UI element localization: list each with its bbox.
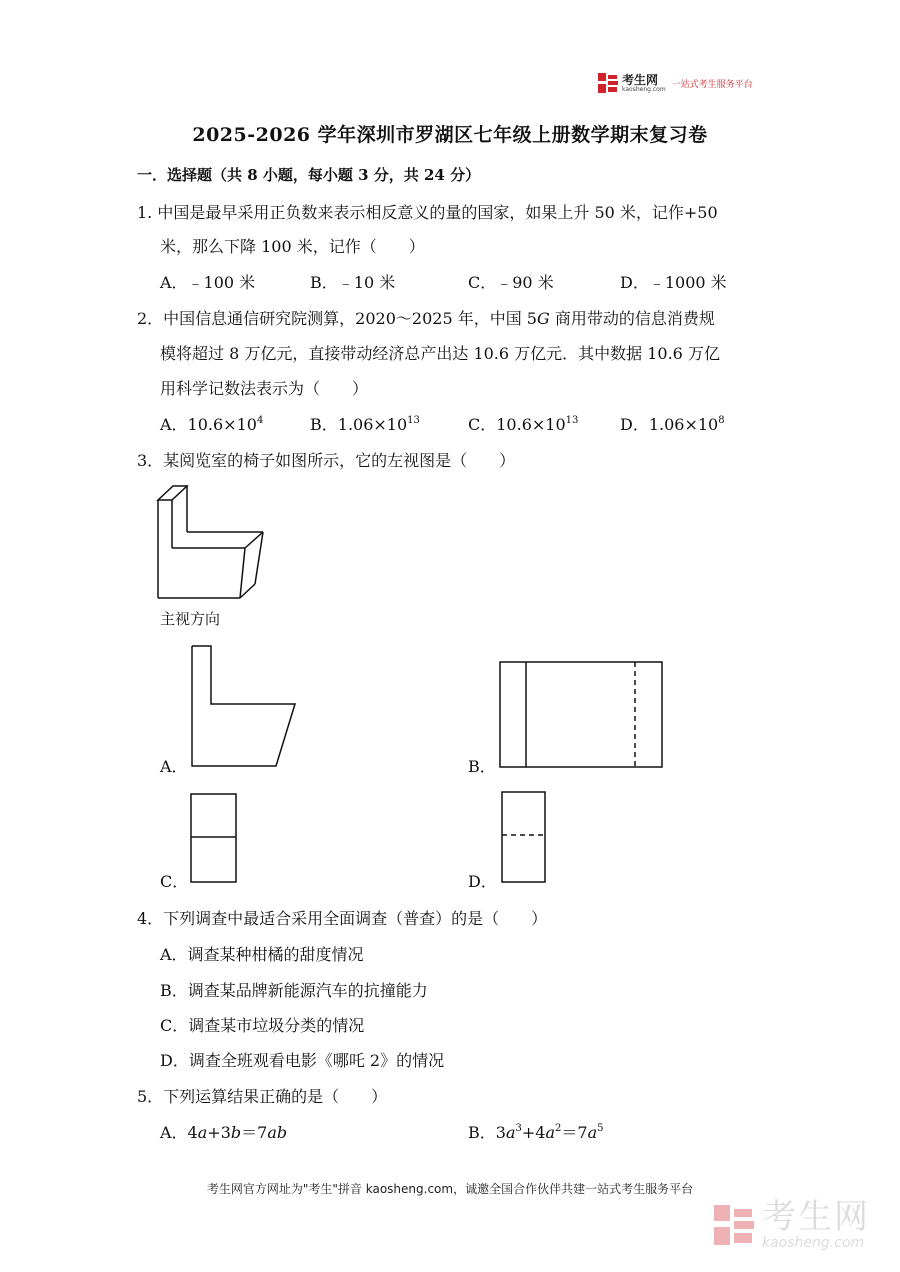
watermark-logo-icon: [712, 1203, 756, 1247]
logo-slogan: 一站式考生服务平台: [671, 79, 753, 90]
q5-option-a[interactable]: [160, 1120, 287, 1143]
q1-option-d[interactable]: D．﹣1000 米: [620, 273, 727, 292]
q2-c-exp: 13: [565, 415, 579, 426]
q4-option-d[interactable]: D．调查全班观看电影《哪吒 2》的情况: [160, 1051, 445, 1070]
q2-b-base: B．1.06×10: [310, 415, 408, 434]
q5-a-part: +3: [207, 1123, 231, 1142]
q3-option-d-label[interactable]: D．: [468, 872, 497, 891]
q3-option-a-label[interactable]: A．: [160, 757, 188, 776]
q3-option-a-figure[interactable]: [188, 644, 300, 770]
watermark: [712, 1197, 870, 1251]
q2-line1: [137, 306, 715, 329]
chair-figure: [155, 484, 270, 604]
watermark-name: 考生网: [762, 1197, 870, 1237]
q5-option-b[interactable]: [468, 1120, 604, 1143]
q5-a-part: A．4: [160, 1123, 198, 1142]
q4-option-a[interactable]: A．调查某种柑橘的甜度情况: [160, 945, 364, 964]
q5-a-var: b: [230, 1123, 242, 1142]
q2-a-exp: 4: [256, 415, 264, 426]
q2-d-base: D．1.06×10: [620, 415, 719, 434]
page-title: 2025-2026 学年深圳市罗湖区七年级上册数学期末复习卷: [192, 124, 708, 146]
q1-line2: 米，那么下降 100 米，记作（ ）: [160, 237, 425, 256]
q2-line3: 用科学记数法表示为（ ）: [160, 379, 369, 398]
q5-line1: 5．下列运算结果正确的是（ ）: [137, 1087, 388, 1106]
q5-b-exp: 3: [515, 1123, 522, 1134]
q5-b-part: +4: [521, 1123, 546, 1142]
page-footer: 考生网官方网址为"考生"拼音 kaosheng.com，诚邀全国合作伙伴共建一站式考生服务平台: [206, 1182, 694, 1196]
q5-a-var: a: [197, 1123, 208, 1142]
q5-a-var: ab: [267, 1123, 288, 1142]
q3-option-d-figure[interactable]: [499, 789, 549, 885]
q3-option-c-label[interactable]: C．: [160, 872, 189, 891]
q4-option-b[interactable]: B．调查某品牌新能源汽车的抗撞能力: [160, 981, 428, 1000]
q2-option-a[interactable]: [160, 412, 263, 435]
q5-b-exp: 2: [555, 1123, 562, 1134]
q3-option-b-figure[interactable]: [497, 659, 667, 769]
q2-option-b[interactable]: [310, 412, 420, 435]
section-heading: 一．选择题（共 8 小题，每小题 3 分，共 24 分）: [137, 166, 481, 184]
q3-line1: 3．某阅览室的椅子如图所示，它的左视图是（ ）: [137, 451, 516, 470]
q2-line2: 模将超过 8 万亿元，直接带动经济总产出达 10.6 万亿元．其中数据 10.6 万亿: [160, 344, 720, 363]
kaosheng-logo-icon: [597, 72, 619, 94]
q1-option-a[interactable]: A．﹣100 米: [160, 273, 256, 292]
watermark-domain: kaosheng.com: [762, 1235, 865, 1251]
q4-line1: 4．下列调查中最适合采用全面调查（普查）的是（ ）: [137, 909, 548, 928]
q2-a-base: A．10.6×10: [160, 415, 257, 434]
q5-b-part: ＝7: [561, 1123, 588, 1142]
q1-option-b[interactable]: B．﹣10 米: [310, 273, 396, 292]
q5-b-var: a: [505, 1123, 516, 1142]
q3-option-c-figure[interactable]: [188, 791, 240, 885]
q5-b-var: a: [587, 1123, 598, 1142]
q2-line1-g: G: [536, 309, 550, 328]
q3-option-b-label[interactable]: B．: [468, 757, 496, 776]
q2-option-c[interactable]: [468, 412, 578, 435]
q5-a-part: ＝7: [241, 1123, 268, 1142]
q2-c-base: C．10.6×10: [468, 415, 566, 434]
q5-b-var: a: [545, 1123, 556, 1142]
q5-b-exp: 5: [597, 1123, 604, 1134]
q1-line1: 1. 中国是最早采用正负数来表示相反意义的量的国家，如果上升 50 米，记作+50: [137, 203, 718, 222]
q5-b-part: B．3: [468, 1123, 506, 1142]
q2-line1-part1: 2．中国信息通信研究院测算，2020～2025 年，中国 5: [137, 309, 537, 328]
header-logo: [597, 72, 753, 94]
figure-caption: 主视方向: [160, 610, 221, 628]
q2-b-exp: 13: [407, 415, 420, 426]
q2-d-exp: 8: [718, 415, 725, 426]
q2-line1-part2: 商用带动的信息消费规: [549, 309, 715, 328]
logo-name: 考生网: [622, 72, 659, 87]
q4-option-c[interactable]: C．调查某市垃圾分类的情况: [160, 1016, 365, 1035]
q1-option-c[interactable]: C．﹣90 米: [468, 273, 554, 292]
q2-option-d[interactable]: [620, 412, 725, 435]
logo-domain: kaosheng.com: [622, 85, 666, 93]
